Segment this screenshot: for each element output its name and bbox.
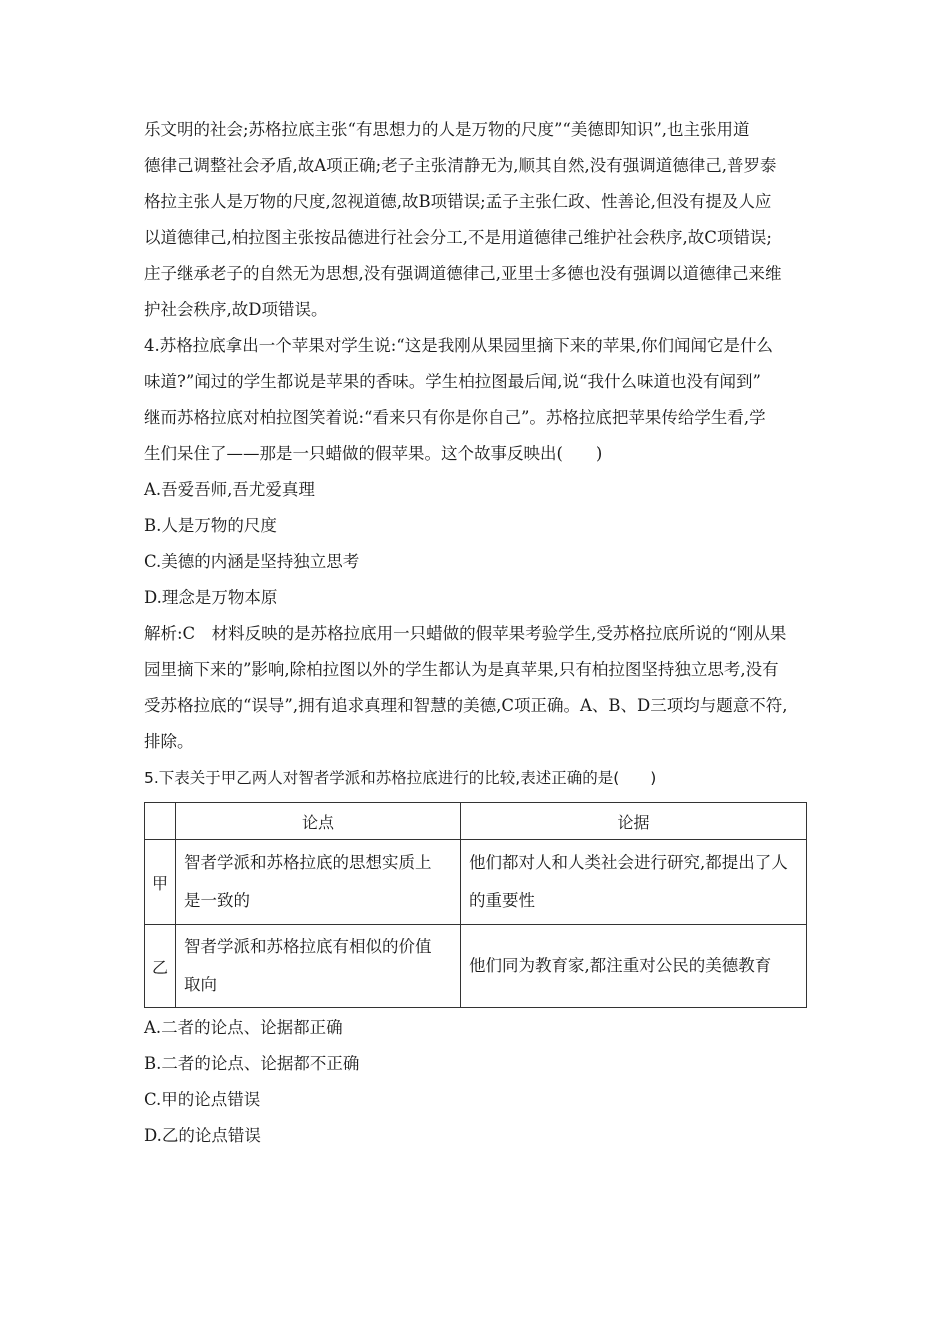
text-line: 解析:C 材料反映的是苏格拉底用一只蜡做的假苹果考验学生,受苏格拉底所说的“刚从果 xyxy=(144,624,787,643)
cell-line: 他们同为教育家,都注重对公民的美德教育 xyxy=(469,956,772,975)
document-page xyxy=(144,112,808,1154)
option-d: D.乙的论点错误 xyxy=(144,1126,261,1145)
option-a: A.二者的论点、论据都正确 xyxy=(144,1018,343,1037)
text-line: 受苏格拉底的“误导”,拥有追求真理和智慧的美德,C项正确。A、B、D三项均与题意不符, xyxy=(144,696,788,715)
text-line: 乐文明的社会;苏格拉底主张“有思想力的人是万物的尺度”“美德即知识”,也主张用道 xyxy=(144,120,750,139)
cell-line: 的重要性 xyxy=(469,891,536,910)
point-cell xyxy=(176,925,461,1008)
previous-question-analysis xyxy=(144,112,808,328)
row-label: 甲 xyxy=(145,840,176,925)
option-c: C.甲的论点错误 xyxy=(144,1090,261,1109)
text-line: 护社会秩序,故D项错误。 xyxy=(144,300,328,319)
option-b: B.二者的论点、论据都不正确 xyxy=(144,1054,360,1073)
table-row xyxy=(145,925,807,1008)
cell-line: 智者学派和苏格拉底有相似的价值 xyxy=(184,937,432,956)
table-row xyxy=(145,840,807,925)
table-header-cell: 论据 xyxy=(461,803,807,840)
question-5-stem: 5.下表关于甲乙两人对智者学派和苏格拉底进行的比较,表述正确的是( ) xyxy=(144,769,657,787)
question-4-stem xyxy=(144,328,808,472)
option-a: A.吾爱吾师,吾尤爱真理 xyxy=(144,480,315,499)
cell-line: 他们都对人和人类社会进行研究,都提出了人 xyxy=(469,853,788,872)
question-4-options xyxy=(144,472,808,616)
table-header-cell: 论点 xyxy=(176,803,461,840)
text-line: 继而苏格拉底对柏拉图笑着说:“看来只有你是你自己”。苏格拉底把苹果传给学生看,学 xyxy=(144,408,766,427)
question-5-options xyxy=(144,1010,808,1154)
option-d: D.理念是万物本原 xyxy=(144,588,278,607)
text-line: 格拉主张人是万物的尺度,忽视道德,故B项错误;孟子主张仁政、性善论,但没有提及人应 xyxy=(144,192,772,211)
text-line: 4.苏格拉底拿出一个苹果对学生说:“这是我刚从果园里摘下来的苹果,你们闻闻它是什么 xyxy=(144,336,773,355)
evidence-cell xyxy=(461,840,807,925)
evidence-cell xyxy=(461,925,807,1008)
text-line: 庄子继承老子的自然无为思想,没有强调道德律己,亚里士多德也没有强调以道德律己来维 xyxy=(144,264,782,283)
comparison-table xyxy=(144,802,807,1008)
text-line: 味道?”闻过的学生都说是苹果的香味。学生柏拉图最后闻,说“我什么味道也没有闻到” xyxy=(144,372,761,391)
text-line: 生们呆住了——那是一只蜡做的假苹果。这个故事反映出( ) xyxy=(144,444,603,463)
cell-line: 取向 xyxy=(184,975,218,994)
option-c: C.美德的内涵是坚持独立思考 xyxy=(144,552,360,571)
option-b: B.人是万物的尺度 xyxy=(144,516,277,535)
cell-line: 智者学派和苏格拉底的思想实质上 xyxy=(184,853,432,872)
point-cell xyxy=(176,840,461,925)
text-line: 以道德律己,柏拉图主张按品德进行社会分工,不是用道德律己维护社会秩序,故C项错误; xyxy=(144,228,772,247)
row-label: 乙 xyxy=(145,925,176,1008)
text-line: 排除。 xyxy=(144,732,194,751)
text-line: 德律己调整社会矛盾,故A项正确;老子主张清静无为,顺其自然,没有强调道德律己,普罗泰 xyxy=(144,156,777,175)
table-header-row xyxy=(145,803,807,840)
table-header-cell xyxy=(145,803,176,840)
text-line: 园里摘下来的”影响,除柏拉图以外的学生都认为是真苹果,只有柏拉图坚持独立思考,没有 xyxy=(144,660,779,679)
cell-line: 是一致的 xyxy=(184,891,251,910)
question-4-analysis xyxy=(144,616,808,760)
